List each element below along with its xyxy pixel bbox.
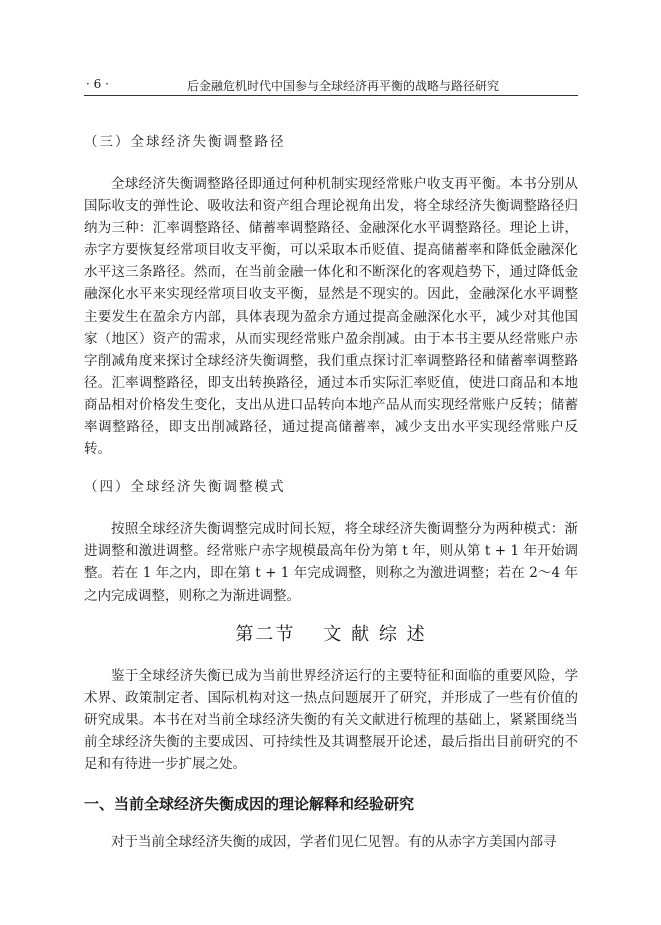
paragraph-causes-start: 对于当前全球经济失衡的成因，学者们见仁见智。有的从赤字方美国内部寻 [111, 834, 557, 851]
subsection-heading-4: （四）全球经济失衡调整模式 [84, 479, 286, 496]
paragraph-adjustment-path: 全球经济失衡调整路径即通过何种机制实现经常账户收支再平衡。本书分别从国际收支的弹性论、吸收法和资产组合理论视角出发，将全球经济失衡调整路径归纳为三种：汇率调整路径、储蓄率调整路径、金融深化水平调整路径。理论上讲，赤字方要恢复经常项目收支平衡，可以采取本币贬值、提高储蓄率和降低金融深化水平这三条路径。然而，在当前金融一体化和不断深化的客观趋势下，通过降低金融深化水平来实现经常项目收支平衡，显然是不现实的。因此，金融深化水平调整主要发生在盈余方内部，具体表现为盈余方通过提高金融深化水平，减少对其他国家（地区）资产的需求，从而实现经常账户盈余削减。由于本书主要从经常账户赤字削减角度来探讨全球经济失衡调整，我们重点探讨汇率调整路径和储蓄率调整路径。汇率调整路径，即支出转换路径，通过本币实际汇率贬值，使进口商品和本地商品相对价格发生变化，支出从进口品转向本地产品从而实现经常账户反转；储蓄率调整路径，即支出削减路径，通过提高储蓄率，减少支出水平实现经常账户反转。 [84, 176, 578, 458]
page-number: · 6 · [86, 77, 109, 91]
paragraph-adjustment-mode: 按照全球经济失衡调整完成时间长短，将全球经济失衡调整分为两种模式：渐进调整和激进调整。经常账户赤字规模最高年份为第 t 年，则从第 t + 1 年开始调整。若在 1 年之内，即在第 t + 1 年完成调整，则称之为激进调整；若在 2～4 年之内完成调整，则称之为渐进调整。 [84, 521, 578, 604]
section-number: 第二节 [235, 623, 296, 645]
section-title [84, 621, 578, 649]
page-body [84, 131, 578, 853]
running-header [84, 73, 578, 96]
section-name: 文 献 综 述 [323, 623, 427, 645]
paragraph-literature-intro: 鉴于全球经济失衡已成为当前世界经济运行的主要特征和面临的重要风险，学术界、政策制定者、国际机构对这一热点问题展开了研究，并形成了一些有价值的研究成果。本书在对当前全球经济失衡的有关文献进行梳理的基础上，紧紧围绕当前全球经济失衡的主要成因、可持续性及其调整展开论述，最后指出目前研究的不足和有待进一步扩展之处。 [84, 667, 578, 772]
running-title: 后金融危机时代中国参与全球经济再平衡的战略与路径研究 [186, 79, 499, 93]
subsection-heading-3: （三）全球经济失衡调整路径 [84, 134, 286, 150]
part-heading-1: 一、当前全球经济失衡成因的理论解释和经验研究 [84, 795, 415, 814]
